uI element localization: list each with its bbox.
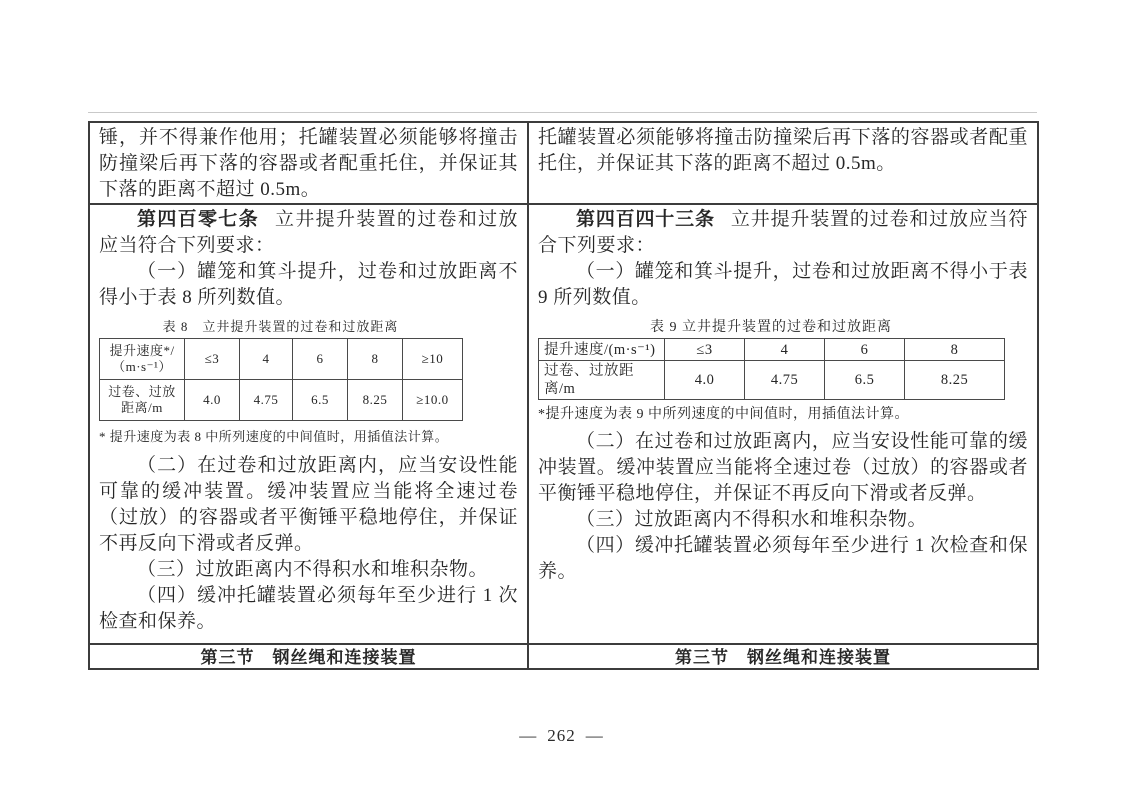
right-section-cell xyxy=(528,644,1038,669)
footer-dash-right: — xyxy=(585,726,604,745)
page-number xyxy=(0,726,1123,746)
left-article-heading-paragraph xyxy=(99,207,518,259)
table9-speed-value: 4 xyxy=(745,339,825,361)
table9-distance-value: 8.25 xyxy=(905,361,1005,400)
top-rule-divider xyxy=(88,112,1037,113)
right-item-2: （二）在过卷和过放距离内，应当安设性能可靠的缓冲装置。缓冲装置应当能将全速过卷（过放）的容器或者平衡锤平稳地停住，并保证不再反向下滑或者反弹。 xyxy=(538,431,1028,504)
right-article-cell xyxy=(528,204,1038,644)
table8-speed-label-line2: （m·s⁻¹） xyxy=(112,359,172,374)
table9-title: 表 9 立井提升装置的过卷和过放距离 xyxy=(650,320,892,335)
table8-distance-value: 6.5 xyxy=(293,380,348,421)
right-continuation-cell xyxy=(528,122,1038,204)
table9-speed-value: 8 xyxy=(905,339,1005,361)
right-section-heading: 第三节 钢丝绳和连接装置 xyxy=(675,648,891,667)
table9-speed-value: 6 xyxy=(825,339,905,361)
table8-distance-label-line1: 过卷、过放 xyxy=(108,384,176,399)
table8-distance-value: 8.25 xyxy=(348,380,403,421)
right-continuation-paragraph: 托罐装置必须能够将撞击防撞梁后再下落的容器或者配重托住，并保证其下落的距离不超过 0.5m。 xyxy=(538,127,1028,174)
continuation-row xyxy=(89,122,1038,204)
table9-distance-value: 4.0 xyxy=(665,361,745,400)
table9-distance-value: 4.75 xyxy=(745,361,825,400)
left-continuation-paragraph: 锤，并不得兼作他用；托罐装置必须能够将撞击防撞梁后再下落的容器或者配重托住，并保证其下落的距离不超过 0.5m。 xyxy=(99,127,518,200)
footer-page-number: 262 xyxy=(547,726,576,745)
right-article-number: 第四百四十三条 xyxy=(576,209,715,230)
table9 xyxy=(538,338,1005,400)
article-row xyxy=(89,204,1038,644)
table8-title: 表 8 立井提升装置的过卷和过放距离 xyxy=(162,319,399,334)
left-item-3: （三）过放距离内不得积水和堆积杂物。 xyxy=(137,559,489,580)
right-item-4: （四）缓冲托罐装置必须每年至少进行 1 次检查和保养。 xyxy=(538,535,1028,582)
right-item-1: （一）罐笼和箕斗提升，过卷和过放距离不得小于表 9 所列数值。 xyxy=(538,261,1028,308)
left-article-number: 第四百零七条 xyxy=(137,209,259,230)
table8-speed-value: 8 xyxy=(348,339,403,380)
right-article-heading-paragraph xyxy=(538,207,1028,259)
table9-distance-label: 过卷、过放距离/m xyxy=(539,361,665,400)
table8-speed-label-line1: 提升速度*/ xyxy=(109,343,175,358)
left-section-heading: 第三节 钢丝绳和连接装置 xyxy=(200,648,417,667)
left-article-cell xyxy=(89,204,528,644)
table8-speed-value: 4 xyxy=(240,339,293,380)
table9-distance-value: 6.5 xyxy=(825,361,905,400)
table8-header-row xyxy=(100,339,463,380)
table8-distance-value: ≥10.0 xyxy=(403,380,463,421)
table9-speed-label: 提升速度/(m·s⁻¹) xyxy=(539,339,665,361)
table9-block xyxy=(538,316,1028,423)
table8-speed-label xyxy=(100,339,185,380)
right-article-intro: 立井提升装置的过卷和过放应当符合下列要求： xyxy=(538,209,1028,256)
table9-footnote: *提升速度为表 9 中所列速度的中间值时，用插值法计算。 xyxy=(538,407,909,422)
left-continuation-cell xyxy=(89,122,528,204)
table8-distance-value: 4.0 xyxy=(185,380,240,421)
footer-dash-left: — xyxy=(519,726,538,745)
table8 xyxy=(99,338,463,421)
table9-speed-value: ≤3 xyxy=(665,339,745,361)
section-heading-row xyxy=(89,644,1038,669)
table8-distance-label-line2: 距离/m xyxy=(121,400,163,415)
table8-distance-label xyxy=(100,380,185,421)
left-item-2: （二）在过卷和过放距离内，应当安设性能可靠的缓冲装置。缓冲装置应当能将全速过卷（过放）的容器或者平衡锤平稳地停住，并保证不再反向下滑或者反弹。 xyxy=(99,455,518,554)
table8-footnote: * 提升速度为表 8 中所列速度的中间值时，用插值法计算。 xyxy=(99,429,449,444)
table9-data-row xyxy=(539,361,1005,400)
table9-header-row xyxy=(539,339,1005,361)
left-item-4: （四）缓冲托罐装置必须每年至少进行 1 次检查和保养。 xyxy=(99,585,518,632)
left-article-intro: 立井提升装置的过卷和过放应当符合下列要求： xyxy=(99,209,518,256)
left-section-cell xyxy=(89,644,528,669)
comparison-table xyxy=(88,121,1039,670)
table8-data-row xyxy=(100,380,463,421)
left-item-1: （一）罐笼和箕斗提升，过卷和过放距离不得小于表 8 所列数值。 xyxy=(99,261,518,308)
table8-speed-value: ≤3 xyxy=(185,339,240,380)
table8-speed-value: 6 xyxy=(293,339,348,380)
table8-distance-value: 4.75 xyxy=(240,380,293,421)
right-item-3: （三）过放距离内不得积水和堆积杂物。 xyxy=(576,509,928,530)
table8-block xyxy=(99,316,518,445)
table8-speed-value: ≥10 xyxy=(403,339,463,380)
